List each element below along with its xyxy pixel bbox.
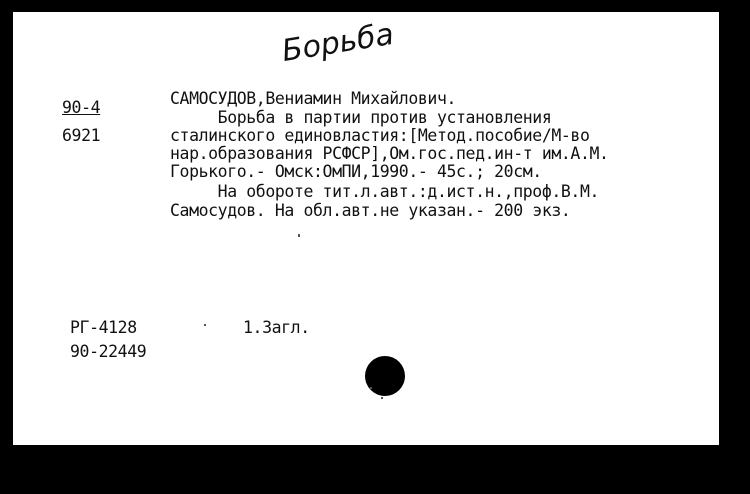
inventory-number: 90-22449 bbox=[70, 342, 147, 361]
publisher-line: нар.образования РСФСР],Ом.гос.пед.ин-т им.А.М. bbox=[170, 144, 609, 163]
imprint-line: Горького.- Омск:ОмПИ,1990.- 45с.; 20см. bbox=[170, 162, 542, 181]
speck bbox=[298, 234, 300, 237]
call-number-top: 90-4 bbox=[62, 98, 101, 117]
author-line: САМОСУДОВ,Вениамин Михайлович. bbox=[170, 89, 457, 108]
title-line: сталинского единовластия:[Метод.пособие/М-во bbox=[170, 126, 590, 145]
speck bbox=[370, 387, 372, 389]
punch-hole bbox=[365, 356, 405, 396]
speck bbox=[204, 324, 206, 326]
inventory-number: РГ-4128 bbox=[70, 318, 137, 337]
title-line: Борьба в партии против установления bbox=[170, 108, 552, 127]
call-number-bottom: 6921 bbox=[62, 126, 101, 145]
tracing-note: 1.Загл. bbox=[243, 318, 310, 337]
handwritten-subject: Борьба bbox=[279, 16, 397, 69]
note-line: На обороте тит.л.авт.:д.ист.н.,проф.В.М. bbox=[170, 182, 600, 201]
speck bbox=[381, 397, 383, 399]
catalog-card bbox=[13, 12, 719, 445]
note-line: Самосудов. На обл.авт.не указан.- 200 экз. bbox=[170, 201, 571, 220]
